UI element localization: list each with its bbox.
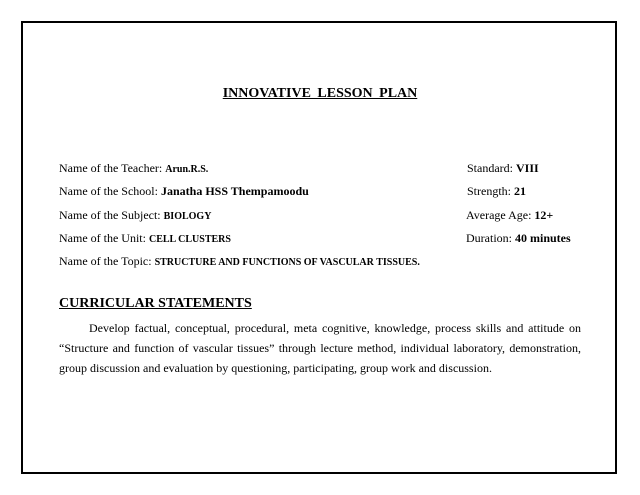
topic-row (59, 253, 420, 271)
standard-label: Standard: (467, 161, 513, 175)
topic-label: Name of the Topic: (59, 254, 152, 268)
average-age-row (466, 207, 553, 223)
teacher-value: Arun.R.S. (165, 164, 209, 175)
strength-label: Strength: (467, 184, 511, 198)
average-age-value: 12+ (534, 208, 554, 222)
unit-label: Name of the Unit: (59, 231, 146, 245)
duration-label: Duration: (466, 231, 512, 245)
teacher-label: Name of the Teacher: (59, 161, 163, 175)
document-title: INNOVATIVE LESSON PLAN (222, 86, 418, 101)
school-row (59, 183, 309, 199)
school-value: Janatha HSS Thempamoodu (160, 184, 309, 198)
standard-value: VIII (516, 161, 539, 175)
standard-row (467, 160, 539, 176)
unit-value: CELL CLUSTERS (148, 234, 231, 245)
curricular-paragraph: Develop factual, conceptual, procedural, meta cognitive, knowledge, process skills and attitude on “Structure and function of vascular tissues” through lecture method, individual laboratory, demonstration, group discussion and evaluation by questioning, participating, group work and discussion. (59, 321, 581, 375)
teacher-row (59, 160, 208, 178)
average-age-label: Average Age: (466, 208, 532, 222)
unit-row (59, 230, 231, 248)
subject-value: BIOLOGY (163, 211, 212, 222)
strength-row (467, 183, 526, 199)
duration-value: 40 minutes (515, 231, 571, 245)
curricular-heading: CURRICULAR STATEMENTS (59, 296, 252, 311)
subject-row (59, 207, 211, 225)
topic-value: STRUCTURE AND FUNCTIONS OF VASCULAR TISSUES. (154, 257, 420, 268)
school-label: Name of the School: (59, 184, 158, 198)
subject-label: Name of the Subject: (59, 208, 161, 222)
duration-row (466, 230, 571, 246)
strength-value: 21 (514, 184, 526, 198)
